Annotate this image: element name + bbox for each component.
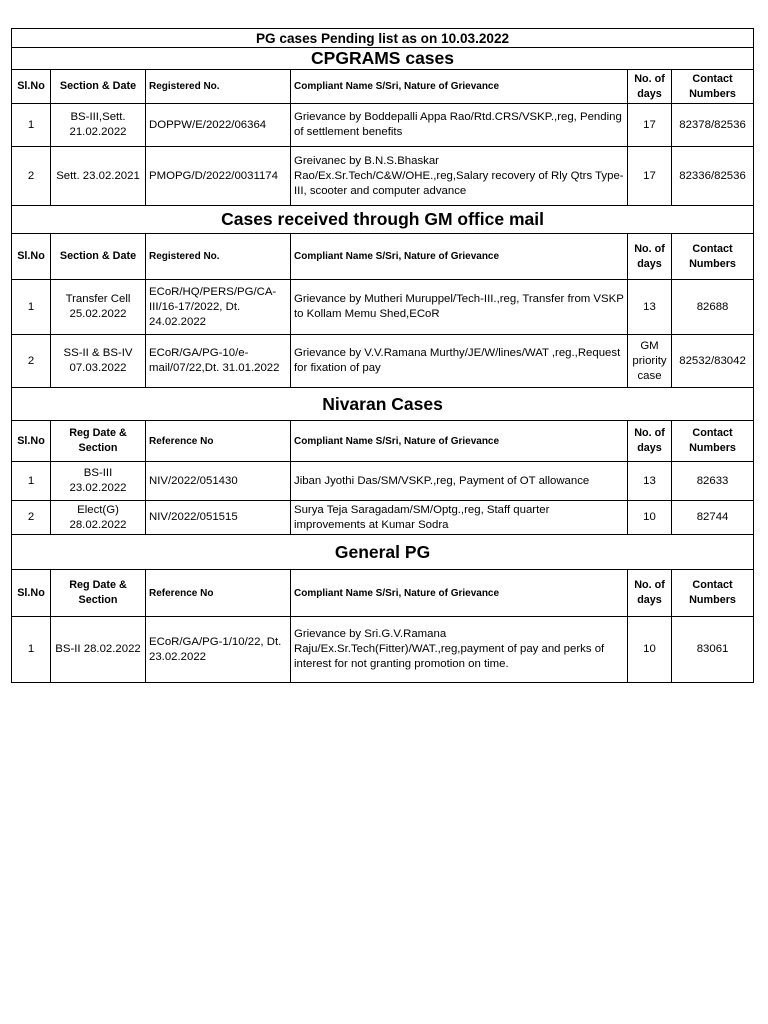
table-row [12,147,754,206]
section-heading: Nivaran Cases [12,388,754,421]
header-sl-no: Sl.No [12,70,51,104]
header-contact: Contact Numbers [672,570,754,617]
table-row [12,280,754,335]
cell-sl-no: 2 [12,147,51,206]
table-row [12,462,754,501]
cell-section-date: Transfer Cell 25.02.2022 [51,280,146,335]
cell-registered-no: ECoR/HQ/PERS/PG/CA-III/16-17/2022, Dt. 24.02.2022 [146,280,291,335]
cell-section-date: BS-II 28.02.2022 [51,617,146,683]
table-row [12,335,754,388]
header-reference-no: Reference No [146,570,291,617]
cell-contact: 82336/82536 [672,147,754,206]
cell-reference-no: NIV/2022/051430 [146,462,291,501]
header-grievance: Compliant Name S/Sri, Nature of Grievance [291,570,628,617]
table-row [12,617,754,683]
header-registered-no: Registered No. [146,234,291,280]
cell-registered-no: PMOPG/D/2022/0031174 [146,147,291,206]
header-row [12,421,754,462]
cell-grievance: Surya Teja Saragadam/SM/Optg.,reg, Staff quarter improvements at Kumar Sodra [291,501,628,535]
document-title: PG cases Pending list as on 10.03.2022 [12,29,754,48]
header-grievance: Compliant Name S/Sri, Nature of Grievance [291,70,628,104]
pg-pending-table [11,28,754,683]
header-contact: Contact Numbers [672,70,754,104]
section-heading-row [12,48,754,70]
cell-days: GM priority case [628,335,672,388]
header-sl-no: Sl.No [12,234,51,280]
cell-contact: 82744 [672,501,754,535]
cell-grievance: Jiban Jyothi Das/SM/VSKP.,reg, Payment of OT allowance [291,462,628,501]
cell-grievance: Grievance by V.V.Ramana Murthy/JE/W/lines/WAT ,reg.,Request for fixation of pay [291,335,628,388]
header-reference-no: Reference No [146,421,291,462]
table-row [12,104,754,147]
header-days: No. of days [628,570,672,617]
header-days: No. of days [628,421,672,462]
header-days: No. of days [628,70,672,104]
header-registered-no: Registered No. [146,70,291,104]
header-row [12,70,754,104]
cell-days: 10 [628,617,672,683]
header-section-date: Section & Date [51,234,146,280]
header-row [12,570,754,617]
header-section-date: Reg Date & Section [51,570,146,617]
cell-days: 17 [628,147,672,206]
cell-contact: 82378/82536 [672,104,754,147]
cell-contact: 83061 [672,617,754,683]
cell-sl-no: 2 [12,335,51,388]
section-heading-row [12,206,754,234]
header-grievance: Compliant Name S/Sri, Nature of Grievance [291,234,628,280]
cell-section-date: SS-II & BS-IV 07.03.2022 [51,335,146,388]
header-contact: Contact Numbers [672,421,754,462]
cell-grievance: Grievance by Mutheri Muruppel/Tech-III.,reg, Transfer from VSKP to Kollam Memu Shed,ECoR [291,280,628,335]
section-heading: CPGRAMS cases [12,48,754,70]
header-sl-no: Sl.No [12,570,51,617]
header-sl-no: Sl.No [12,421,51,462]
header-days: No. of days [628,234,672,280]
section-heading-row [12,388,754,421]
section-heading-row [12,535,754,570]
cell-section-date: Sett. 23.02.2021 [51,147,146,206]
cell-grievance: Grievance by Sri.G.V.Ramana Raju/Ex.Sr.Tech(Fitter)/WAT.,reg,payment of pay and perks of interest for not granting promotion on time. [291,617,628,683]
cell-contact: 82688 [672,280,754,335]
cell-registered-no: DOPPW/E/2022/06364 [146,104,291,147]
cell-sl-no: 2 [12,501,51,535]
cell-days: 17 [628,104,672,147]
cell-sl-no: 1 [12,617,51,683]
cell-days: 13 [628,462,672,501]
cell-days: 10 [628,501,672,535]
cell-sl-no: 1 [12,104,51,147]
cell-sl-no: 1 [12,462,51,501]
section-heading: General PG [12,535,754,570]
cell-section-date: Elect(G) 28.02.2022 [51,501,146,535]
title-row [12,29,754,48]
cell-reference-no: ECoR/GA/PG-1/10/22, Dt. 23.02.2022 [146,617,291,683]
header-section-date: Reg Date & Section [51,421,146,462]
header-contact: Contact Numbers [672,234,754,280]
cell-grievance: Grievance by Boddepalli Appa Rao/Rtd.CRS/VSKP.,reg, Pending of settlement benefits [291,104,628,147]
cell-registered-no: ECoR/GA/PG-10/e-mail/07/22,Dt. 31.01.2022 [146,335,291,388]
table-row [12,501,754,535]
section-heading: Cases received through GM office mail [12,206,754,234]
header-row [12,234,754,280]
cell-section-date: BS-III 23.02.2022 [51,462,146,501]
cell-contact: 82633 [672,462,754,501]
header-section-date: Section & Date [51,70,146,104]
cell-reference-no: NIV/2022/051515 [146,501,291,535]
cell-days: 13 [628,280,672,335]
cell-sl-no: 1 [12,280,51,335]
cell-grievance: Greivanec by B.N.S.Bhaskar Rao/Ex.Sr.Tech/C&W/OHE.,reg,Salary recovery of Rly Qtrs Type-III, scooter and computer advance [291,147,628,206]
cell-section-date: BS-III,Sett. 21.02.2022 [51,104,146,147]
header-grievance: Compliant Name S/Sri, Nature of Grievance [291,421,628,462]
cell-contact: 82532/83042 [672,335,754,388]
